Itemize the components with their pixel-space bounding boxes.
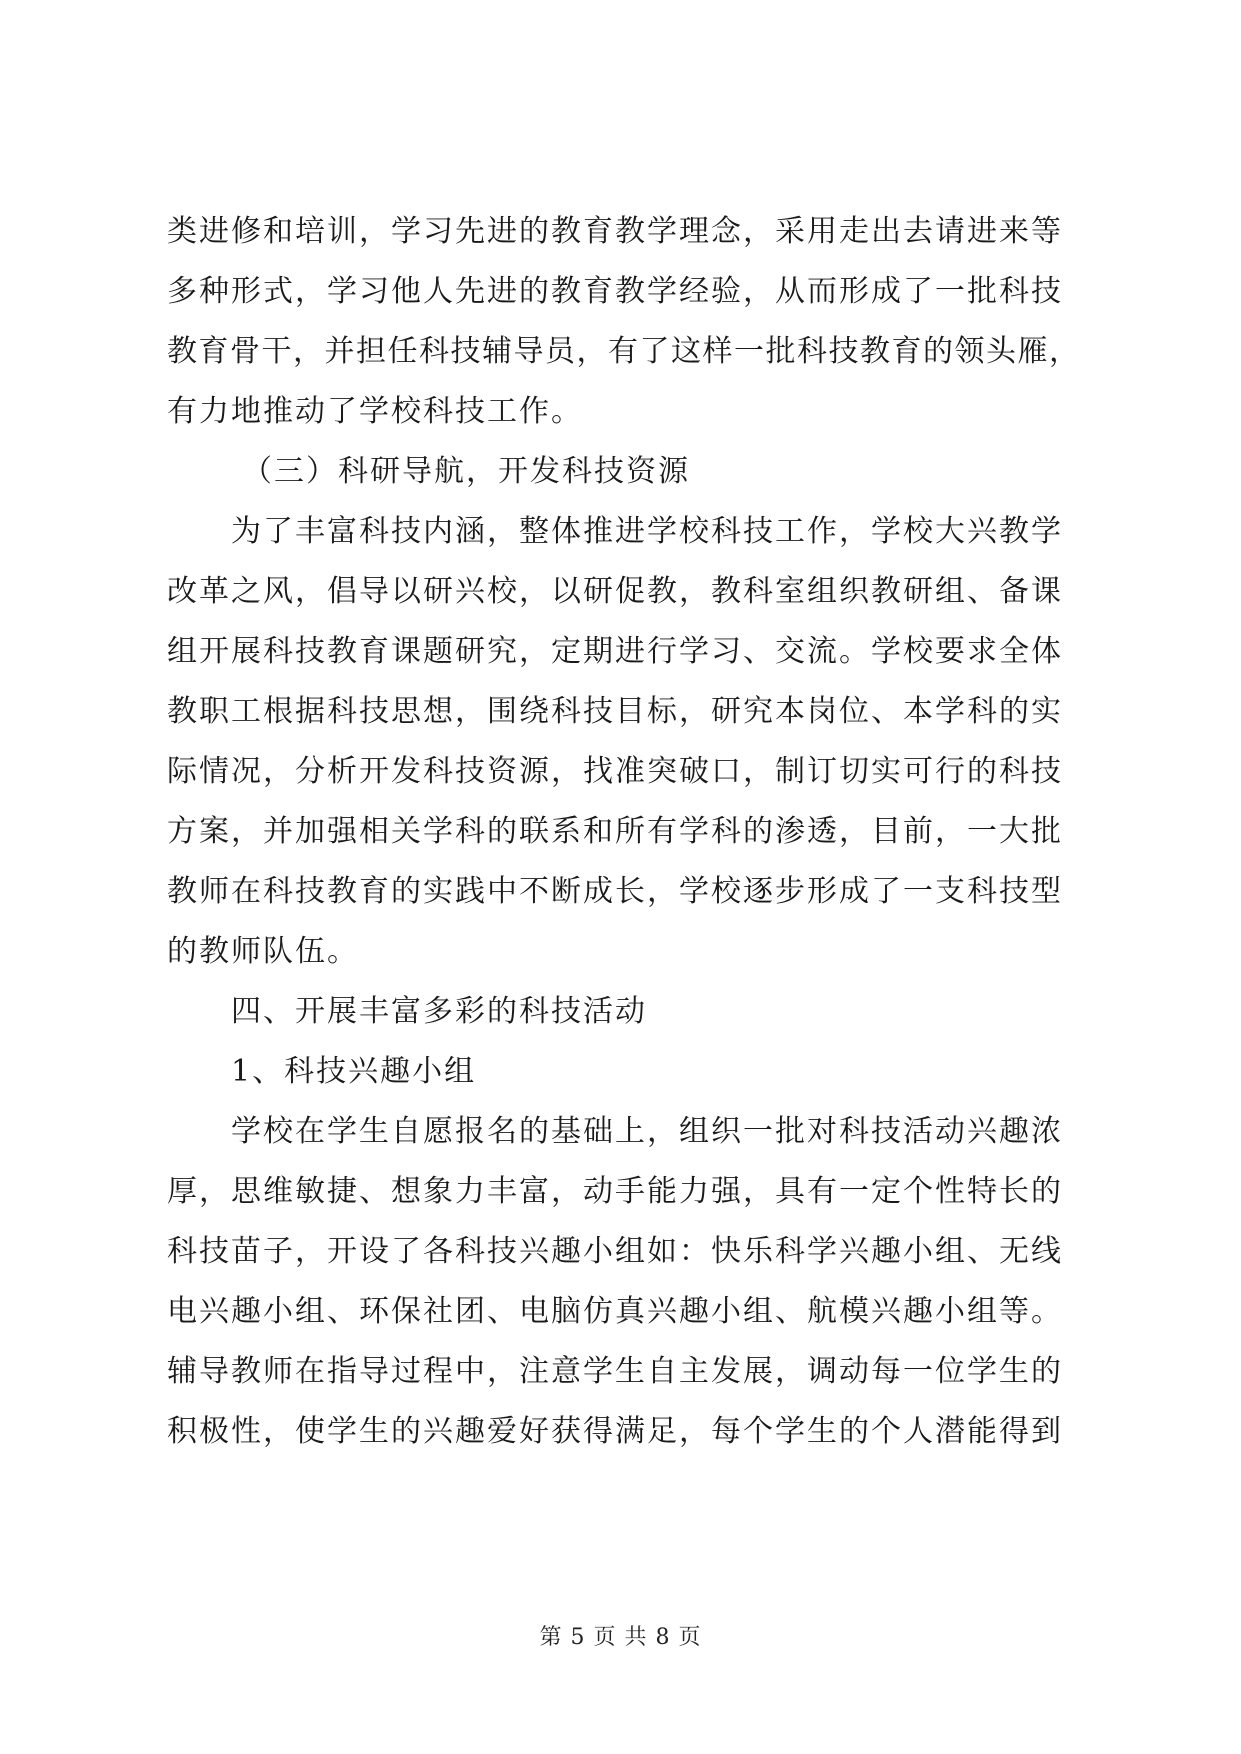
document-body: [167, 202, 1087, 1462]
body-text-line: 多种形式，学习他人先进的教育教学经验，从而形成了一批科技: [167, 274, 1063, 309]
section-heading: 1、科技兴趣小组: [231, 1054, 477, 1089]
body-text-line: 厚，思维敏捷、想象力丰富，动手能力强，具有一定个性特长的: [167, 1174, 1063, 1209]
body-text-line: 际情况，分析开发科技资源，找准突破口，制订切实可行的科技: [167, 754, 1063, 789]
page-footer: 第 5 页 共 8 页: [539, 1625, 702, 1650]
section-heading: （三）科研导航，开发科技资源: [242, 454, 690, 489]
body-text-line: 类进修和培训，学习先进的教育教学理念，采用走出去请进来等: [167, 214, 1063, 249]
body-text-line: 的教师队伍。: [167, 934, 359, 969]
body-text-line: 教职工根据科技思想，围绕科技目标，研究本岗位、本学科的实: [167, 694, 1063, 729]
body-text-line: 辅导教师在指导过程中，注意学生自主发展，调动每一位学生的: [167, 1354, 1063, 1389]
body-text-line: 有力地推动了学校科技工作。: [167, 394, 583, 429]
body-text-line: 电兴趣小组、环保社团、电脑仿真兴趣小组、航模兴趣小组等。: [167, 1294, 1063, 1329]
body-text-line: 学校在学生自愿报名的基础上，组织一批对科技活动兴趣浓: [231, 1114, 1063, 1149]
body-text-line: 教育骨干，并担任科技辅导员，有了这样一批科技教育的领头雁，: [167, 334, 1081, 369]
body-text-line: 为了丰富科技内涵，整体推进学校科技工作，学校大兴教学: [231, 514, 1063, 549]
body-text-line: 组开展科技教育课题研究，定期进行学习、交流。学校要求全体: [167, 634, 1063, 669]
body-text-line: 教师在科技教育的实践中不断成长，学校逐步形成了一支科技型: [167, 874, 1063, 909]
body-text-line: 改革之风，倡导以研兴校，以研促教，教科室组织教研组、备课: [167, 574, 1063, 609]
body-text-line: 科技苗子，开设了各科技兴趣小组如：快乐科学兴趣小组、无线: [167, 1234, 1063, 1269]
body-text-line: 方案，并加强相关学科的联系和所有学科的渗透，目前，一大批: [167, 814, 1063, 849]
section-heading: 四、开展丰富多彩的科技活动: [231, 994, 647, 1029]
body-text-line: 积极性，使学生的兴趣爱好获得满足，每个学生的个人潜能得到: [167, 1414, 1063, 1449]
